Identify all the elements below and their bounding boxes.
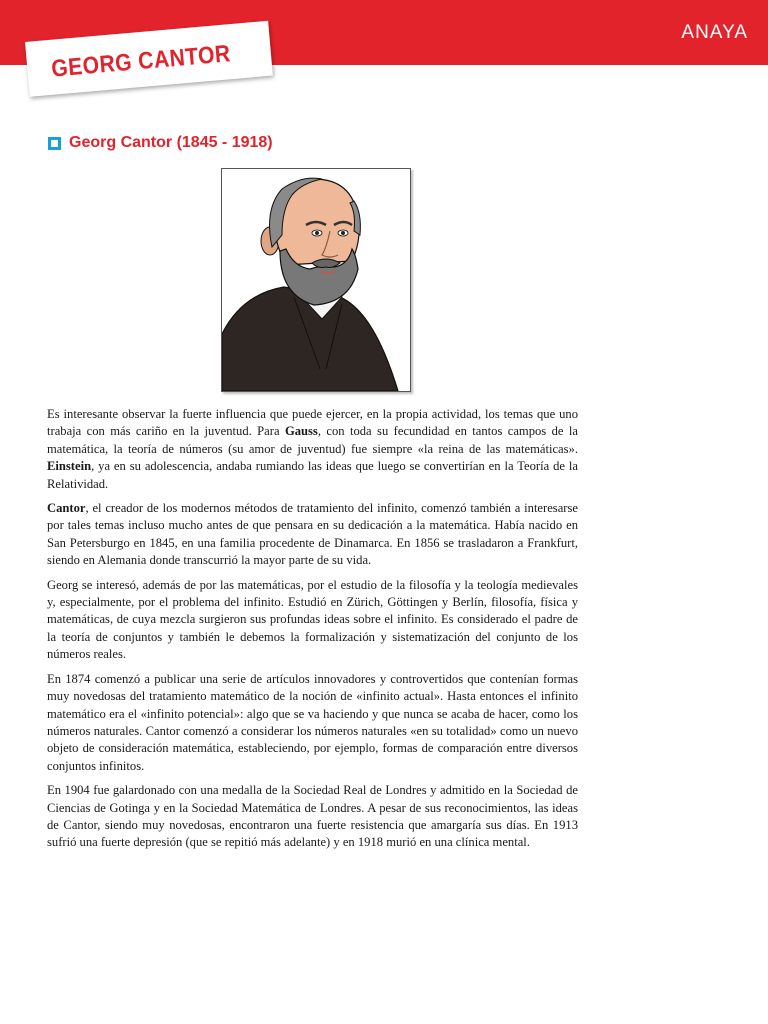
paragraph-text: Es interesante observar la fuerte influencia que puede ejercer, en la propia actividad, los temas que uno trabaja con más cariño en la juventud. Para — [47, 407, 578, 439]
section-heading — [48, 134, 273, 152]
portrait-illustration — [222, 169, 410, 391]
paragraph-text: , ya en su adolescencia, andaba rumiando las ideas que luego se convertirían en la Teoría de la Relatividad. — [47, 459, 578, 491]
section-title: Georg Cantor (1845 - 1918) — [69, 134, 273, 151]
paragraph-text: , con toda su fecundidad en tantos campos de la matemática, la teoría de números (su amor de juventud) fue siempre «la reina de las matemáticas». — [47, 424, 578, 456]
paragraph-3: Georg se interesó, además de por las matemáticas, por el estudio de la filosofía y la teología medievales y, especialmente, por el problema del infinito. Estudió en Zürich, Göttingen y Berlín, filosofía, física y matemáticas, de cuya mezcla surgieron sus profundas ideas sobre el infinito. Es considerado el padre de la teoría de conjuntos y también le debemos la formalización y sistematización del conjunto de los números reales. — [47, 577, 578, 662]
square-bullet-icon — [48, 137, 61, 150]
publisher-logo: ANAYA — [681, 22, 748, 43]
bold-name: Einstein — [47, 459, 92, 474]
paragraph-4: En 1874 comenzó a publicar una serie de artículos innovadores y controvertidos que contenían formas muy novedosas del tratamiento matemático de la noción de «infinito actual». Hasta entonces el infinito matemático era el «infinito potencial»: algo que se va haciendo y que nunca se acaba de hacer, como los números naturales. Cantor comenzó a considerar los números naturales «en su totalidad» como un nuevo objeto de consideración matemática, estableciendo, por ejemplo, formas de comparación entre diversos conjuntos infinitos. — [47, 671, 578, 773]
portrait-frame — [221, 168, 411, 392]
bold-name: Cantor — [47, 501, 86, 516]
bold-name: Gauss — [284, 424, 318, 439]
chapter-tag-label: GEORG CANTOR — [50, 40, 232, 83]
paragraph-1 — [47, 406, 578, 493]
paragraph-text: , el creador de los modernos métodos de tratamiento del infinito, comenzó también a interesarse por tales temas incluso mucho antes de que pensara en su dedicación a la matemática. Había nacido en San Petersburgo en 1845, en una familia procedente de Dinamarca. En 1856 se trasladaron a Frankfurt, siendo en Alemania donde transcurrió la mayor parte de su vida. — [47, 501, 578, 568]
article-body — [47, 406, 578, 859]
paragraph-5: En 1904 fue galardonado con una medalla de la Sociedad Real de Londres y admitido en la Sociedad de Ciencias de Gotinga y en la Sociedad Matemática de Londres. A pesar de sus reconocimientos, las ideas de Cantor, siendo muy novedosas, encontraron una fuerte resistencia que amargaría sus días. En 1913 sufrió una fuerte depresión (que se repitió más adelante) y en 1918 murió en una clínica mental. — [47, 783, 578, 850]
paragraph-2 — [47, 500, 578, 570]
